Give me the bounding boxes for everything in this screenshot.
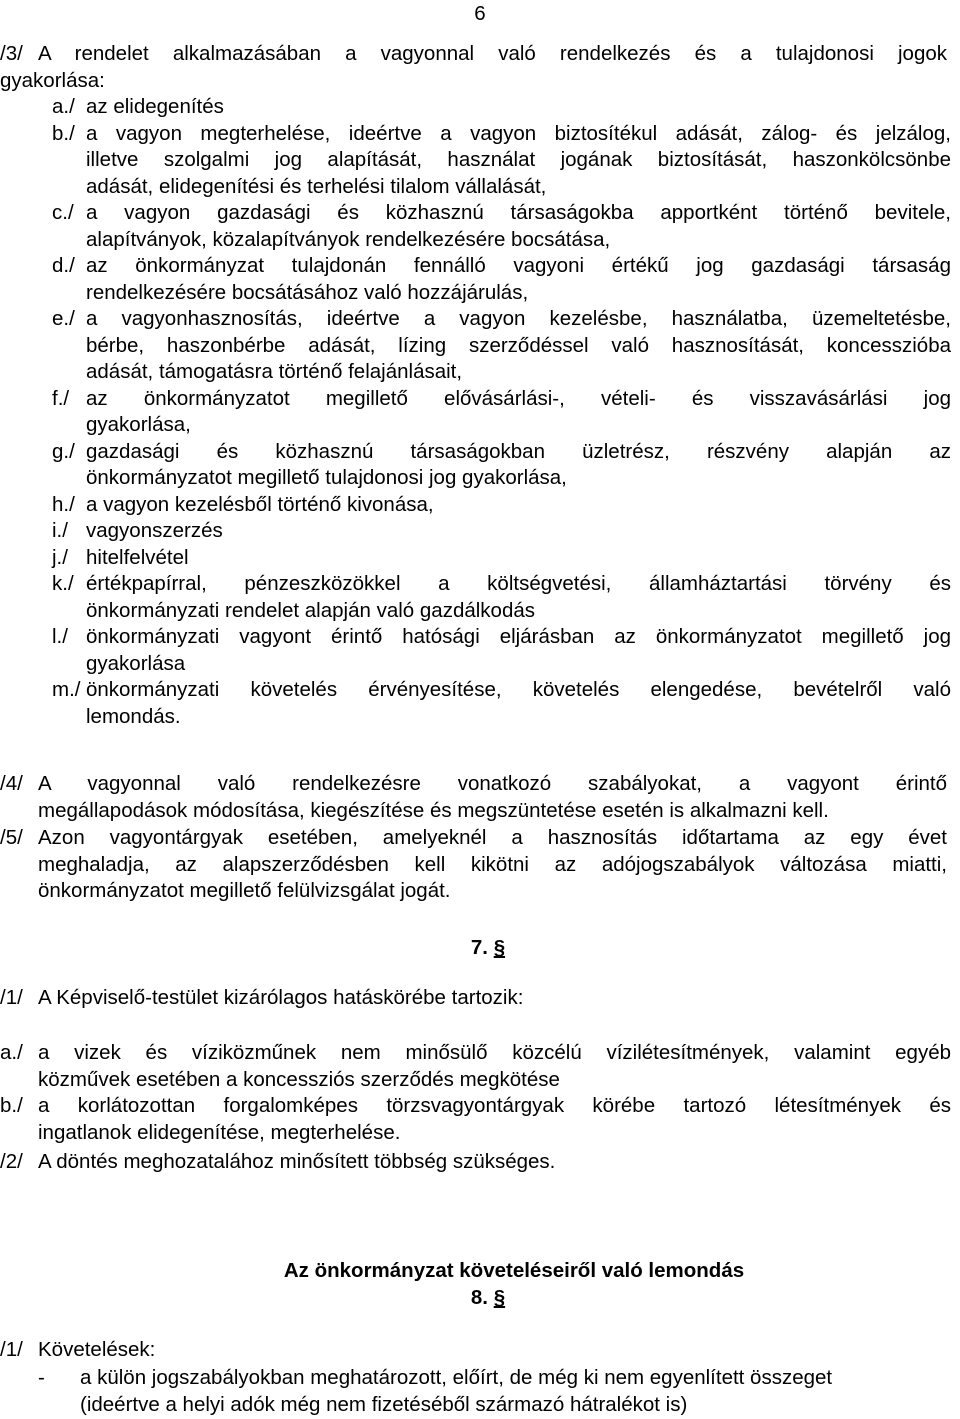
paragraph-number: /3/	[0, 42, 23, 65]
section-8-paragraph-1	[0, 1337, 960, 1364]
list-item	[0, 94, 960, 121]
list-item-text: lemondás.	[86, 704, 181, 728]
list-item-marker: c./	[52, 201, 74, 224]
list-item	[0, 439, 960, 492]
paragraph-text: Azon vagyontárgyak esetében, amelyeknél a hasznosítás időtartama az egy évet	[38, 826, 947, 849]
list-item-marker: a./	[0, 1041, 23, 1064]
list-item	[0, 386, 960, 439]
list-item-text: adását, támogatásra történő felajánlásait,	[86, 360, 463, 383]
list-item-text: az önkormányzat tulajdonán fennálló vagyoni értékű jog gazdasági társaság	[86, 254, 951, 277]
list-item-text: a vizek és víziközműnek nem minősülő közcélú vízilétesítmények, valamint egyéb	[38, 1041, 951, 1064]
list-item-text: az önkormányzatot megillető elővásárlási-, vételi- és visszavásárlási jog	[86, 386, 951, 410]
list-item-text: a korlátozottan forgalomképes törzsvagyontárgyak körébe tartozó létesítmények és	[38, 1094, 951, 1117]
list-item-text: illetve szolgalmi jog alapítását, használat jogának biztosítását, haszonkölcsönbe	[86, 148, 951, 171]
section-7-paragraph-2	[0, 1149, 960, 1176]
list-item-text: ingatlanok elidegenítése, megterhelése.	[38, 1120, 401, 1144]
section-8-list	[0, 1365, 960, 1418]
section-sign: §	[493, 936, 506, 959]
list-item-text: vagyonszerzés	[86, 519, 223, 542]
paragraph-text: A rendelet alkalmazásában a vagyonnal való rendelkezés és a tulajdonosi jogok	[38, 42, 947, 65]
section-number: 8.	[470, 1286, 488, 1309]
list-item-text: hitelfelvétel	[86, 545, 189, 569]
paragraph-text: önkormányzatot megillető felülvizsgálat jogát.	[38, 879, 451, 902]
section-number: 7.	[470, 936, 488, 959]
list-item-text: a külön jogszabályokban meghatározott, előírt, de még ki nem egyenlített összeget	[80, 1366, 833, 1389]
list-item-text: az elidegenítés	[86, 95, 224, 118]
paragraph-text: A vagyonnal való rendelkezésre vonatkozó szabályokat, a vagyont érintő	[38, 772, 947, 795]
list-item-marker: k./	[52, 572, 74, 595]
paragraph-number: /5/	[0, 826, 23, 849]
paragraph-text: megállapodások módosítása, kiegészítése és megszüntetése esetén is alkalmazni kell.	[38, 798, 829, 822]
list-item-marker: b./	[52, 121, 75, 145]
paragraph-text: Követelések:	[38, 1338, 156, 1361]
section-7-list	[0, 1040, 960, 1146]
list-item-marker: i./	[52, 519, 68, 542]
section-8-heading: Az önkormányzat követeléseiről való lemondás	[283, 1259, 745, 1282]
list-item-text: gazdasági és közhasznú társaságokban üzletrész, részvény alapján az	[86, 439, 951, 463]
list-item	[0, 200, 960, 253]
list-item-text: a vagyon gazdasági és közhasznú társaságokba apportként történő bevitele,	[86, 201, 951, 224]
list-item-text: gyakorlása,	[86, 413, 191, 436]
list-item-marker: g./	[52, 439, 75, 463]
section-sign: §	[493, 1286, 506, 1309]
list-item	[0, 121, 960, 201]
list-item	[0, 624, 960, 677]
section-6-paragraph-5	[0, 825, 960, 905]
section-7-title	[8, 934, 960, 962]
list-item-marker: f./	[52, 386, 70, 410]
paragraph-text: A Képviselő-testület kizárólagos hatáskörébe tartozik:	[38, 986, 524, 1009]
list-item-marker: m./	[52, 678, 81, 701]
section-6-paragraph-4	[0, 771, 960, 824]
list-item	[0, 1093, 960, 1146]
list-item-marker: e./	[52, 307, 75, 330]
section-8-title	[8, 1284, 960, 1312]
list-item-marker: b./	[0, 1094, 23, 1117]
list-item	[0, 253, 960, 306]
paragraph-text: A döntés meghozatalához minősített többség szükséges.	[38, 1150, 556, 1173]
list-item	[0, 518, 960, 545]
paragraph-number: /1/	[0, 986, 23, 1009]
list-item-marker: l./	[52, 625, 68, 648]
list-item-text: önkormányzati követelés érvényesítése, követelés elengedése, bevételről való	[86, 678, 951, 701]
list-item-marker: j./	[52, 545, 68, 569]
list-item-text: rendelkezésére bocsátásához való hozzájárulás,	[86, 280, 529, 304]
list-item-text: (ideértve a helyi adók még nem fizetéséből származó hátralékot is)	[80, 1392, 688, 1416]
list-item	[0, 1365, 960, 1418]
paragraph-number: /1/	[0, 1338, 23, 1361]
list-item	[0, 571, 960, 624]
page-number: 6	[474, 2, 486, 25]
paragraph-text: meghaladja, az alapszerződésben kell kikötni az adójogszabályok változása miatti,	[38, 852, 947, 876]
list-item-text: közművek esetében a koncessziós szerződés megkötése	[38, 1067, 560, 1091]
list-item	[0, 492, 960, 519]
paragraph-text: gyakorlása:	[0, 68, 105, 92]
section-6-paragraph-3	[0, 41, 960, 730]
list-item-marker: d./	[52, 254, 75, 277]
list-item-text: alapítványok, közalapítványok rendelkezésére bocsátása,	[86, 227, 611, 251]
list-item-text: önkormányzati rendelet alapján való gazdálkodás	[86, 598, 536, 622]
list-item-marker: -	[38, 1366, 45, 1389]
list-item-text: bérbe, haszonbérbe adását, lízing szerződéssel való hasznosítását, koncesszióba	[86, 333, 951, 357]
section-7-paragraph-1	[0, 985, 960, 1012]
list-item	[0, 1040, 960, 1093]
list-item-text: a vagyonhasznosítás, ideértve a vagyon kezelésbe, használatba, üzemeltetésbe,	[86, 307, 951, 330]
list-item-marker: h./	[52, 492, 75, 516]
list-item-text: adását, elidegenítési és terhelési tilalom vállalását,	[86, 174, 547, 198]
list-item-marker: a./	[52, 95, 75, 118]
list-item-text: a vagyon megterhelése, ideértve a vagyon biztosítékul adását, zálog- és jelzálog,	[86, 121, 951, 145]
paragraph-number: /4/	[0, 772, 23, 795]
list-items	[0, 94, 960, 730]
paragraph-number: /2/	[0, 1150, 23, 1173]
list-item-text: önkormányzati vagyont érintő hatósági eljárásban az önkormányzatot megillető jog	[86, 625, 951, 648]
list-item-text: a vagyon kezelésből történő kivonása,	[86, 492, 434, 516]
list-item-text: önkormányzatot megillető tulajdonosi jog gyakorlása,	[86, 466, 567, 489]
list-item	[0, 306, 960, 386]
list-item	[0, 545, 960, 572]
list-item-text: értékpapírral, pénzeszközökkel a költségvetési, államháztartási törvény és	[86, 572, 951, 595]
list-item-text: gyakorlása	[86, 651, 186, 675]
paragraph-intro	[0, 41, 960, 94]
list-item	[0, 677, 960, 730]
